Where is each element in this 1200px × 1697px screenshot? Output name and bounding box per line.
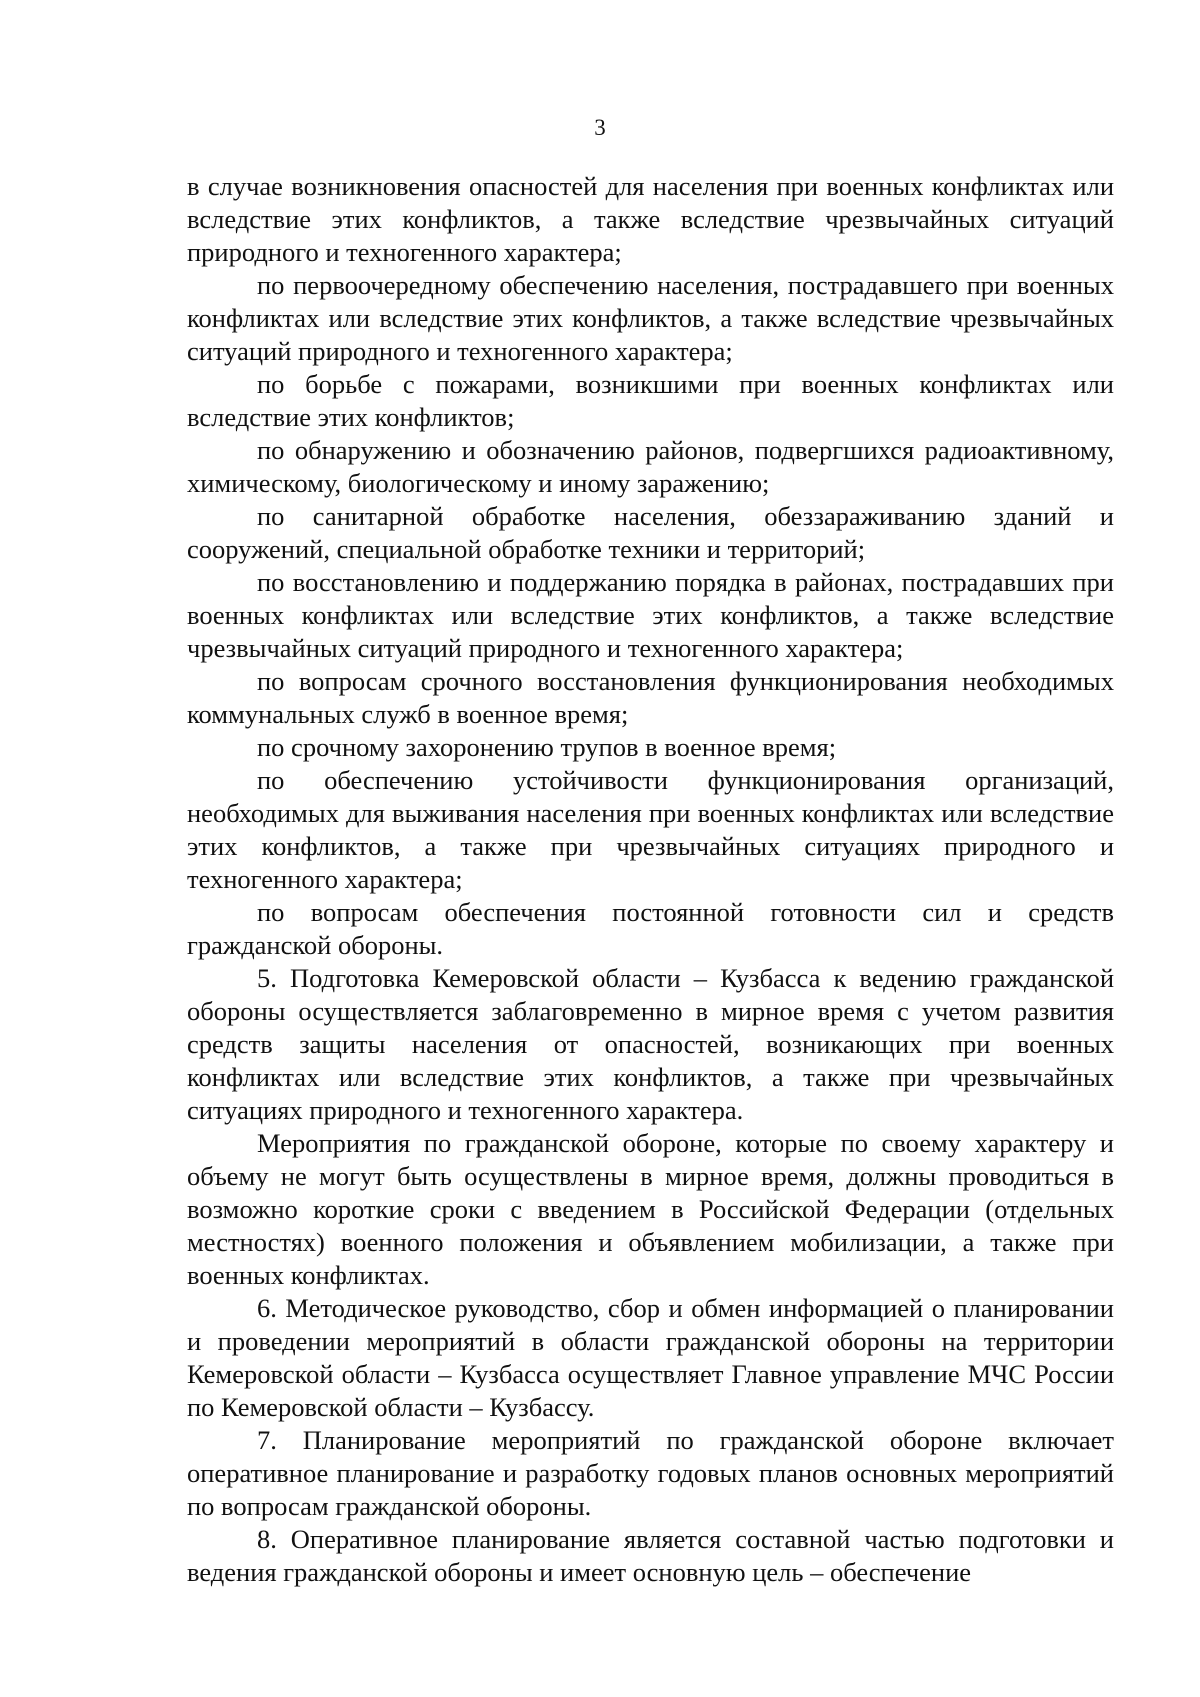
paragraph-section-7: 7. Планирование мероприятий по гражданской обороне включает оперативное планирование и разработку годовых планов основных мероприятий по вопросам гражданской обороны.: [187, 1425, 1114, 1521]
paragraph-item: по обнаружению и обозначению районов, подвергшихся радиоактивному, химическому, биологическому и иному заражению;: [187, 435, 1114, 498]
paragraph-section-8: 8. Оперативное планирование является составной частью подготовки и ведения гражданской обороны и имеет основную цель – обеспечение: [187, 1524, 1114, 1587]
paragraph-item: по вопросам срочного восстановления функционирования необходимых коммунальных служб в военное время;: [187, 666, 1114, 729]
page-number: 3: [594, 115, 606, 140]
paragraph-item: по срочному захоронению трупов в военное время;: [257, 732, 837, 762]
paragraph-item: по санитарной обработке населения, обеззараживанию зданий и сооружений, специальной обработке техники и территорий;: [187, 501, 1114, 564]
paragraph-section-5-cont: Мероприятия по гражданской обороне, которые по своему характеру и объему не могут быть осуществлены в мирное время, должны проводиться в возможно короткие сроки с введением в Российской Федерации (отдельных местностях) военного положения и объявлением мобилизации, а также при военных конфликтах.: [187, 1128, 1114, 1290]
paragraph-section-6: 6. Методическое руководство, сбор и обмен информацией о планировании и проведении мероприятий в области гражданской обороны на территории Кемеровской области – Кузбасса осуществляет Главное управление МЧС России по Кемеровской области – Кузбассу.: [187, 1293, 1114, 1422]
paragraph-section-5: 5. Подготовка Кемеровской области – Кузбасса к ведению гражданской обороны осуществляется заблаговременно в мирное время с учетом развития средств защиты населения от опасностей, возникающих при военных конфликтах или вследствие этих конфликтов, а также при чрезвычайных ситуациях природного и техногенного характера.: [187, 963, 1114, 1125]
paragraph-item: по первоочередному обеспечению населения, пострадавшего при военных конфликтах или вследствие этих конфликтов, а также вследствие чрезвычайных ситуаций природного и техногенного характера;: [187, 270, 1114, 366]
paragraph-item: по восстановлению и поддержанию порядка в районах, пострадавших при военных конфликтах или вследствие этих конфликтов, а также вследствие чрезвычайных ситуаций природного и техногенного характера;: [187, 567, 1114, 663]
paragraph-item: по вопросам обеспечения постоянной готовности сил и средств гражданской обороны.: [187, 897, 1114, 960]
document-body: [187, 170, 1114, 1589]
paragraph-item: по борьбе с пожарами, возникшими при военных конфликтах или вследствие этих конфликтов;: [187, 369, 1114, 432]
paragraph-continuation: в случае возникновения опасностей для населения при военных конфликтах или вследствие этих конфликтов, а также вследствие чрезвычайных ситуаций природного и техногенного характера;: [187, 171, 1114, 267]
paragraph-item: по обеспечению устойчивости функционирования организаций, необходимых для выживания населения при военных конфликтах или вследствие этих конфликтов, а также при чрезвычайных ситуациях природного и техногенного характера;: [187, 765, 1114, 894]
